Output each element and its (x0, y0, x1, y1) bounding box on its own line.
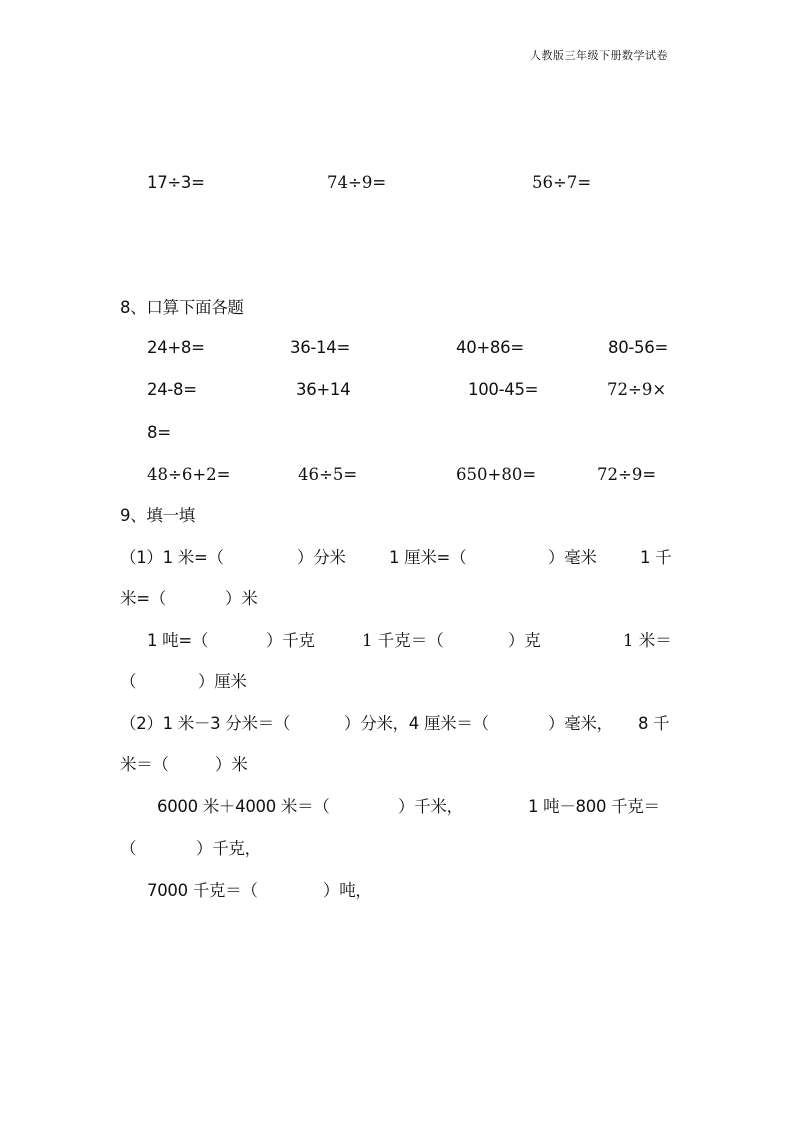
q8-r2-c3: 100-45= (468, 380, 539, 399)
q8-r3-c1: 48÷6+2= (147, 465, 231, 484)
page-header: 人教版三年级下册数学试卷 (530, 49, 668, 62)
division-problem-3: 56÷7= (532, 173, 592, 192)
q8-r1-c4: 80-56= (608, 338, 668, 357)
q9-p1-l3-a: 1 吨=（ (147, 631, 209, 650)
q8-r3-c2: 46÷5= (298, 465, 358, 484)
q9-p2-l1-a: （2）1 米－3 分米＝（ (120, 714, 291, 733)
q9-p2-l5-a: 7000 千克＝（ (147, 881, 258, 900)
q9-p1-l1-e: 1 千 (640, 548, 672, 567)
q9-title: 9、填一填 (120, 506, 195, 525)
q9-p2-l3-a: 6000 米＋4000 米＝（ (157, 797, 330, 816)
q9-p1-l3-c: 1 千克＝（ (362, 631, 444, 650)
q9-p1-l4-a: （ (120, 672, 137, 691)
q9-p1-l1-c: 1 厘米=（ (389, 548, 467, 567)
q9-p1-l3-e: 1 米＝ (623, 631, 672, 650)
q8-r3-c3: 650+80= (456, 465, 537, 484)
q9-p2-l5-b: ）吨， (323, 881, 372, 900)
q9-p2-l2-a: 米＝（ (120, 755, 169, 774)
q9-p2-l3-b: ）千米， (398, 797, 463, 816)
q9-p2-l1-b: ）分米，4 厘米＝（ (344, 714, 489, 733)
q8-r2-c1: 24-8= (147, 380, 197, 399)
q9-p1-l1-d: ）毫米 (548, 548, 597, 567)
division-problem-2: 74÷9= (327, 173, 387, 192)
division-problem-1: 17÷3= (147, 173, 205, 192)
q9-p1-l1-a: （1）1 米=（ (120, 548, 224, 567)
q9-p1-l2-a: 米=（ (120, 589, 166, 608)
q9-p2-l4-b: ）千克， (196, 839, 261, 858)
q8-r1-c3: 40+86= (456, 338, 524, 357)
q8-title: 8、口算下面各题 (120, 298, 244, 317)
q9-p2-l3-c: 1 吨－800 千克＝ (528, 797, 660, 816)
q8-r2-continuation: 8= (147, 423, 171, 442)
q9-p2-l1-d: 8 千 (638, 714, 670, 733)
q8-r3-c4: 72÷9= (597, 465, 657, 484)
q8-r2-c4: 72÷9× (607, 380, 667, 399)
q8-r2-c2: 36+14 (296, 380, 351, 399)
q9-p2-l1-c: ）毫米， (548, 714, 613, 733)
q9-p1-l4-b: ）厘米 (198, 672, 247, 691)
q8-r1-c1: 24+8= (147, 338, 205, 357)
q9-p1-l1-b: ）分米 (297, 548, 346, 567)
q9-p2-l2-b: ）米 (215, 755, 248, 774)
q9-p1-l3-d: ）克 (508, 631, 541, 650)
q9-p1-l2-b: ）米 (225, 589, 258, 608)
q8-r1-c2: 36-14= (290, 338, 350, 357)
q9-p1-l3-b: ）千克 (266, 631, 315, 650)
q9-p2-l4-a: （ (120, 839, 137, 858)
